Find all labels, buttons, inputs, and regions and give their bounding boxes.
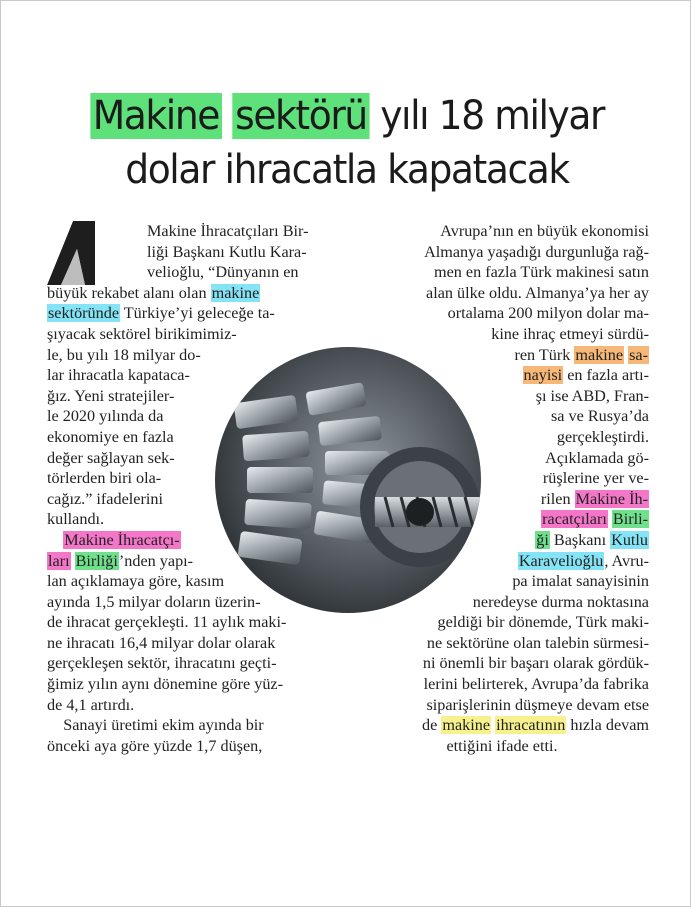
highlighted-term: makine (575, 345, 624, 364)
text-run: , Avru- (604, 551, 649, 570)
article-line (355, 653, 649, 674)
text-run: Sanayi üretimi ekim ayında bir (47, 716, 264, 735)
article-line (355, 612, 649, 633)
highlighted-term: makine (442, 716, 491, 735)
text-run: velioğlu, “Dünyanın en (147, 263, 299, 282)
text-run: ortalama 200 milyon dolar ma- (447, 304, 649, 323)
highlighted-term: racatçıları (542, 510, 607, 529)
text-run: ren Türk (514, 345, 575, 364)
text-run: ekonomiye en fazla (47, 427, 174, 446)
article-line (47, 303, 337, 324)
highlighted-term: nayisi (523, 366, 563, 385)
text-run: le 2020 yılında da (47, 407, 164, 426)
headline-highlight-makine: Makine (90, 93, 222, 139)
article-line (355, 262, 649, 283)
text-run: gerçekleşen sektör, ihracatını geçti- (47, 654, 277, 673)
text-run: Başkanı (549, 530, 611, 549)
highlighted-term: Makine İh- (575, 489, 648, 508)
text-run: ğimiz yılın aynı dönemine göre yüz- (47, 675, 284, 694)
article-line (47, 283, 337, 304)
article-line (47, 221, 337, 242)
text-run: ne ihracatı 16,4 milyar dolar olarak (47, 633, 276, 652)
article-line (355, 242, 649, 263)
text-run: şıyacak sektörel birikimimiz- (47, 324, 237, 343)
text-run: sa ve Rusya’da (551, 407, 649, 426)
article-line (47, 612, 337, 633)
text-run: büyük rekabet alanı olan (47, 283, 211, 302)
text-run (47, 531, 63, 549)
text-run: liği Başkanı Kutlu Kara- (147, 242, 307, 261)
text-run: törlerden biri ola- (47, 469, 162, 488)
text-run: rüşlerine yer ve- (542, 469, 649, 488)
text-run: ne sektörüne olan talebin sürmesi- (426, 633, 649, 652)
text-run: kullandı. (47, 510, 105, 529)
highlighted-term: makine (211, 283, 260, 302)
text-run: siparişlerinin düşmeye devam etse (426, 695, 649, 714)
article-line (47, 242, 337, 263)
text-run: ’nden yapı- (118, 551, 194, 570)
text-run: önceki aya göre yüzde 1,7 düşen, (47, 736, 263, 755)
highlighted-term: Kutlu (611, 530, 648, 549)
highlighted-term: sa- (629, 345, 648, 364)
article-line (355, 303, 649, 324)
text-run: cağız.” ifadelerini (47, 489, 163, 508)
text-run: en fazla artı- (563, 366, 649, 385)
article-line (355, 715, 649, 736)
article-line (47, 653, 337, 674)
text-run: de (422, 716, 442, 735)
text-run: ğız. Yeni stratejiler- (47, 386, 175, 405)
text-run: lerini belirterek, Avrupa’da fabrika (423, 675, 649, 694)
headline-highlight-sektoru: sektörü (232, 93, 369, 139)
headline-text-2: dolar ihracatla kapatacak (125, 147, 569, 193)
highlighted-term: ları (48, 551, 70, 570)
text-run: lan açıklamaya göre, kasım (47, 572, 225, 591)
article-line (47, 633, 337, 654)
text-run: ayında 1,5 milyar doların üzerin- (47, 592, 261, 611)
article-line (355, 633, 649, 654)
text-run: le, bu yılı 18 milyar do- (47, 345, 201, 364)
article-line (355, 283, 649, 304)
text-run: şı ise ABD, Fran- (535, 386, 649, 405)
text-run: lar ihracatla kapataca- (47, 366, 190, 385)
text-run: Almanya yaşadığı durgunluğa rağ- (424, 242, 649, 261)
text-run: hızla devam (566, 716, 649, 735)
text-run: ettiğini ifade etti. (446, 736, 558, 755)
text-run: Türkiye’yi geleceğe ta- (120, 304, 275, 323)
article-line (47, 262, 337, 283)
article-line (47, 695, 337, 716)
article-line (355, 324, 649, 345)
article-line (47, 674, 337, 695)
text-run: kine ihraç etmeyi sürdü- (491, 324, 649, 343)
article-line (355, 736, 649, 757)
article-line (47, 715, 337, 736)
text-run: de 4,1 artırdı. (47, 695, 135, 714)
gear-photo-icon (215, 347, 481, 613)
highlighted-term: Karavelioğlu (518, 551, 604, 570)
article-line (355, 674, 649, 695)
text-run: Açıklamada gö- (545, 448, 649, 467)
highlighted-term: sektöründe (48, 304, 120, 323)
headline-text-1: yılı 18 milyar (369, 93, 605, 139)
highlighted-term: ği (536, 530, 549, 549)
article-line (355, 695, 649, 716)
text-run: de ihracat gerçekleşti. 11 aylık maki- (47, 613, 287, 632)
text-run: pa imalat sanayisinin (512, 572, 649, 591)
text-run: alan ülke oldu. Almanya’ya her ay (426, 283, 649, 302)
text-run: değer sağlayan sek- (47, 448, 175, 467)
highlighted-term: Makine İhracatçı- (64, 530, 180, 549)
article-line (47, 736, 337, 757)
text-run: geldiği bir dönemde, Türk maki- (437, 613, 649, 632)
article-line (355, 221, 649, 242)
headline (35, 89, 659, 197)
text-run: ni önemli bir başarı olarak gördük- (422, 654, 649, 673)
article-line (47, 324, 337, 345)
highlighted-term: Birliği (75, 551, 118, 570)
text-run: Avrupa’nın en büyük ekonomisi (440, 222, 649, 240)
text-run: rilen (540, 489, 575, 508)
text-run: men en fazla Türk makinesi satın (433, 263, 649, 282)
highlighted-term: ihracatının (496, 716, 566, 735)
text-run: Makine İhracatçıları Bir- (147, 222, 309, 240)
highlighted-term: Birli- (612, 510, 648, 529)
text-run: gerçekleştirdi. (556, 427, 649, 446)
text-run: neredeyse durma noktasına (472, 592, 649, 611)
